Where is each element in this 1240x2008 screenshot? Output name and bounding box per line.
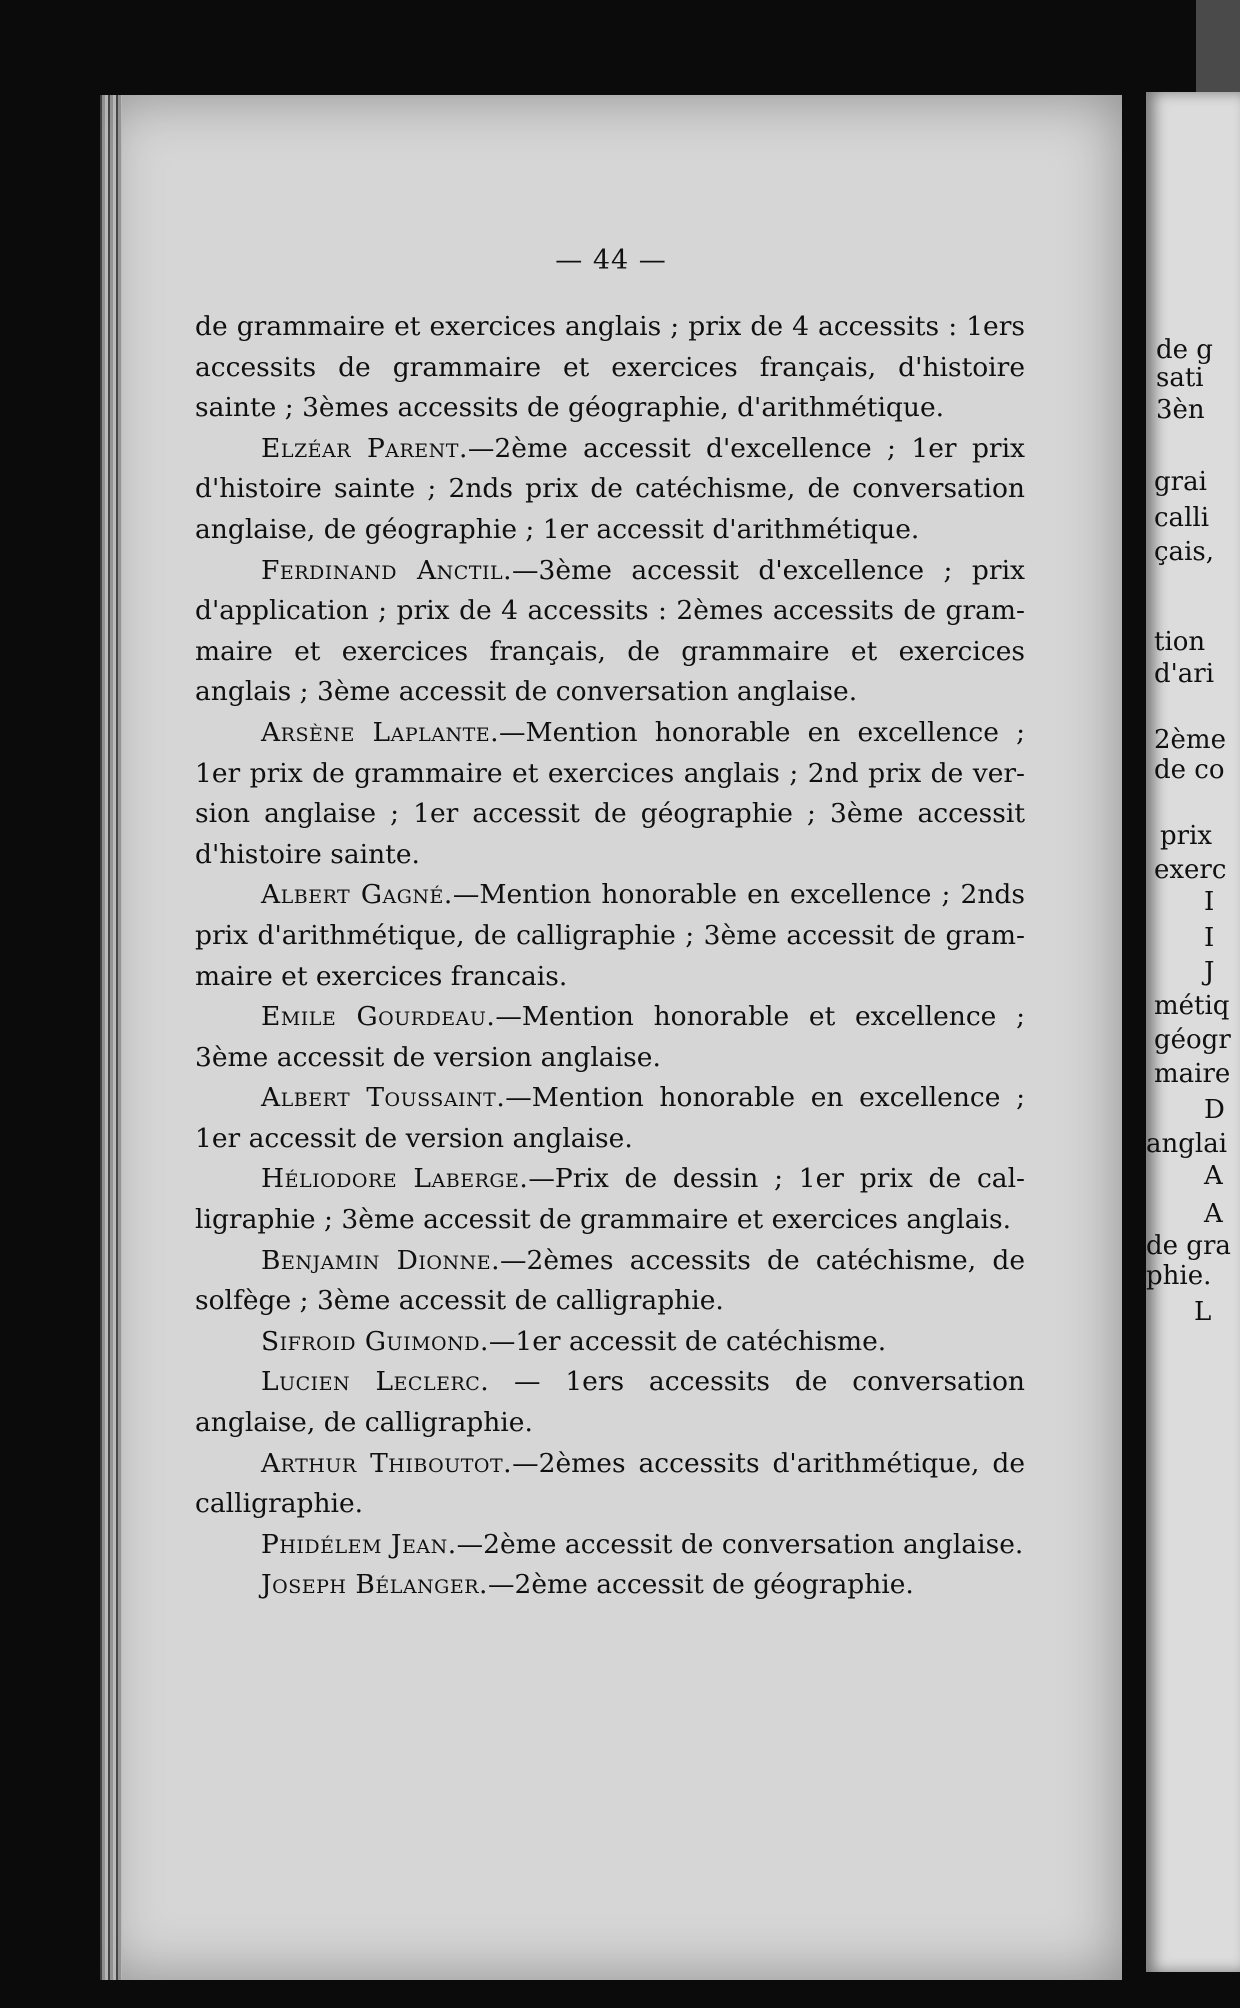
facing-page-text: géogr bbox=[1154, 1025, 1231, 1055]
facing-page-text: 2ème bbox=[1154, 725, 1226, 755]
entry-line: —2ème accessit de conversation anglaise. bbox=[456, 1528, 1024, 1560]
facing-page-text: exerc bbox=[1154, 855, 1227, 885]
entry-line: calligraphie. bbox=[195, 1488, 364, 1520]
facing-page-text: sati bbox=[1156, 363, 1204, 393]
entry-line: prix d'arithmétique, de calligraphie ; 3ème accessit de gram- bbox=[195, 919, 1025, 951]
entry-line: anglaise, de calligraphie. bbox=[195, 1407, 533, 1439]
student-name: Arsène Laplante. bbox=[261, 716, 500, 748]
entry-line: ligraphie ; 3ème accessit de grammaire et exercices anglais. bbox=[195, 1204, 1012, 1236]
prize-entry bbox=[195, 875, 1025, 997]
page-number: — 44 — bbox=[555, 245, 667, 276]
facing-page-text: tion bbox=[1154, 627, 1206, 657]
prize-entry bbox=[195, 713, 1025, 875]
entry-line: —Prix de dessin ; 1er prix de cal- bbox=[528, 1163, 1026, 1195]
entry-line: sion anglaise ; 1er accessit de géographie ; 3ème accessit bbox=[195, 798, 1025, 830]
facing-page-text: A bbox=[1204, 1199, 1223, 1229]
student-name: Benjamin Dionne. bbox=[261, 1244, 501, 1276]
entry-line: maire et exercices francais. bbox=[195, 960, 568, 992]
prize-entry bbox=[195, 1525, 1025, 1566]
entry-line: —2èmes accessits de catéchisme, de bbox=[500, 1244, 1026, 1276]
entry-line: d'application ; prix de 4 accessits : 2èmes accessits de gram- bbox=[195, 595, 1025, 627]
prize-entry bbox=[195, 429, 1025, 551]
student-name: Emile Gourdeau. bbox=[261, 1001, 496, 1033]
prize-entry bbox=[195, 1159, 1025, 1240]
facing-page-text: d'ari bbox=[1154, 659, 1215, 689]
facing-page-text: 3èn bbox=[1156, 395, 1205, 425]
entry-line: —2ème accessit de géographie. bbox=[487, 1569, 914, 1601]
prize-entry bbox=[195, 1565, 1025, 1606]
student-name: Arthur Thiboutot. bbox=[261, 1447, 513, 1479]
entry-line: —3ème accessit d'excellence ; prix bbox=[512, 554, 1025, 586]
intro-line: de grammaire et exercices anglais ; prix de 4 accessits : 1ers bbox=[195, 311, 1025, 342]
entry-line: —1er accessit de catéchisme. bbox=[488, 1325, 887, 1357]
facing-page-text: de g bbox=[1156, 335, 1213, 365]
prize-entry bbox=[195, 1078, 1025, 1159]
entry-line: solfège ; 3ème accessit de calligraphie. bbox=[195, 1285, 724, 1317]
entry-line: 1er prix de grammaire et exercices anglais ; 2nd prix de ver- bbox=[195, 757, 1025, 789]
entry-line: 3ème accessit de conversation anglaise. bbox=[316, 676, 858, 708]
facing-page-text: anglai bbox=[1146, 1129, 1228, 1159]
student-name: Albert Toussaint. bbox=[261, 1082, 506, 1114]
prize-entry bbox=[195, 1362, 1025, 1443]
facing-page-fragment bbox=[1146, 92, 1240, 1972]
student-name: Phidélem Jean. bbox=[261, 1528, 457, 1560]
facing-page-text: I bbox=[1204, 887, 1215, 917]
entry-line: d'histoire sainte ; 2nds prix de catéchisme, de conversation bbox=[195, 473, 1025, 505]
entry-line: d'histoire sainte. bbox=[195, 838, 420, 870]
facing-page-text: D bbox=[1204, 1095, 1225, 1125]
prize-entry bbox=[195, 1322, 1025, 1363]
entry-line: —Mention honorable en excellence ; bbox=[505, 1082, 1025, 1114]
entry-line: 3ème accessit de version anglaise. bbox=[195, 1041, 661, 1073]
facing-page-text: J bbox=[1204, 957, 1215, 987]
entry-line: maire et exercices français, de grammaire et exercices anglais ; bbox=[195, 635, 1025, 708]
facing-page-text: métiq bbox=[1154, 991, 1230, 1021]
prize-entry bbox=[195, 997, 1025, 1078]
entry-line: —Mention honorable en excellence ; bbox=[499, 716, 1025, 748]
facing-page-text: grai bbox=[1154, 467, 1207, 497]
entry-line: —Mention honorable et excellence ; bbox=[495, 1001, 1025, 1033]
facing-page-text: L bbox=[1194, 1297, 1212, 1327]
prize-entry bbox=[195, 1444, 1025, 1525]
entry-line: 1er accessit de version anglaise. bbox=[195, 1122, 633, 1154]
student-name: Joseph Bélanger. bbox=[261, 1569, 488, 1601]
entry-line: —Mention honorable en excellence ; 2nds bbox=[452, 879, 1025, 911]
entry-line: —2ème accessit d'excellence ; 1er prix bbox=[467, 432, 1025, 464]
prize-entry bbox=[195, 551, 1025, 713]
facing-page-text: A bbox=[1204, 1161, 1223, 1191]
left-page bbox=[100, 95, 1122, 1980]
facing-page-text: calli bbox=[1154, 503, 1210, 533]
student-name: Albert Gagné. bbox=[261, 879, 453, 911]
intro-line: 3èmes accessits de géographie, d'arithmétique. bbox=[302, 392, 945, 424]
student-name: Sifroid Guimond. bbox=[261, 1325, 489, 1357]
intro-paragraph bbox=[195, 307, 1025, 429]
entry-line: —2èmes accessits d'arithmétique, de bbox=[512, 1447, 1026, 1479]
intro-line: accessits de grammaire et exercices français, d'histoire sainte ; bbox=[195, 351, 1025, 424]
student-name: Ferdinand Anctil. bbox=[261, 554, 513, 586]
facing-page-text: çais, bbox=[1154, 537, 1214, 567]
scan-edge bbox=[1196, 0, 1240, 92]
facing-page-text: de gra bbox=[1146, 1231, 1231, 1261]
facing-page-text: I bbox=[1204, 923, 1215, 953]
student-name: Lucien Leclerc. bbox=[261, 1366, 490, 1398]
page-body bbox=[195, 307, 1025, 1606]
facing-page-text: phie. bbox=[1146, 1261, 1212, 1291]
facing-page-text: prix bbox=[1160, 821, 1213, 851]
student-name: Héliodore Laberge. bbox=[261, 1163, 529, 1195]
entry-line: — 1ers accessits de conversation bbox=[489, 1366, 1025, 1398]
entry-line: anglaise, de géographie ; 1er accessit d'arithmétique. bbox=[195, 513, 920, 545]
facing-page-text: de co bbox=[1154, 755, 1225, 785]
prize-entry bbox=[195, 1241, 1025, 1322]
student-name: Elzéar Parent. bbox=[261, 432, 468, 464]
facing-page-text: maire bbox=[1154, 1059, 1231, 1089]
